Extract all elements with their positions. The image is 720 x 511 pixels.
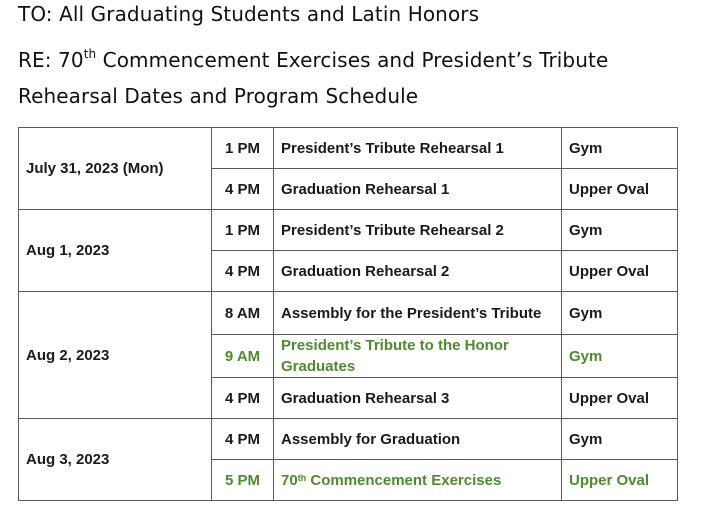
time-cell: 4 PM — [212, 419, 274, 460]
venue-cell: Upper Oval — [562, 251, 678, 292]
event-cell: President’s Tribute Rehearsal 1 — [274, 128, 562, 169]
event-cell: Assembly for the President’s Tribute — [274, 292, 562, 335]
date-cell: July 31, 2023 (Mon) — [19, 128, 212, 210]
memo-subject-line-2: Rehearsal Dates and Program Schedule — [18, 84, 419, 108]
date-cell: Aug 3, 2023 — [19, 419, 212, 501]
memo-subject-rest: Commencement Exercises and President’s Tribute — [96, 48, 609, 72]
venue-cell: Gym — [562, 128, 678, 169]
event-cell: President’s Tribute Rehearsal 2 — [274, 210, 562, 251]
table-row — [19, 128, 678, 169]
venue-cell: Upper Oval — [562, 169, 678, 210]
memo-subject-prefix: RE: 70 — [18, 48, 84, 72]
schedule-table — [18, 127, 678, 501]
event-cell: Graduation Rehearsal 3 — [274, 378, 562, 419]
event-cell: Graduation Rehearsal 1 — [274, 169, 562, 210]
time-cell: 1 PM — [212, 210, 274, 251]
event-name: Commencement Exercises — [306, 471, 502, 489]
event-cell: Assembly for Graduation — [274, 419, 562, 460]
event-cell — [274, 460, 562, 501]
event-ordinal-number: 70 — [281, 471, 298, 489]
time-cell: 8 AM — [212, 292, 274, 335]
time-cell: 9 AM — [212, 335, 274, 378]
date-cell: Aug 2, 2023 — [19, 292, 212, 419]
date-cell: Aug 1, 2023 — [19, 210, 212, 292]
time-cell: 5 PM — [212, 460, 274, 501]
memo-subject-ordinal: th — [83, 47, 97, 61]
venue-cell: Gym — [562, 419, 678, 460]
memo-subject-line — [18, 48, 608, 72]
time-cell: 4 PM — [212, 378, 274, 419]
event-ordinal-suffix: th — [297, 472, 307, 483]
table-row — [19, 419, 678, 460]
memo-to-line: TO: All Graduating Students and Latin Honors — [18, 2, 480, 26]
time-cell: 1 PM — [212, 128, 274, 169]
venue-cell: Gym — [562, 335, 678, 378]
venue-cell: Upper Oval — [562, 378, 678, 419]
table-row — [19, 292, 678, 335]
venue-cell: Upper Oval — [562, 460, 678, 501]
time-cell: 4 PM — [212, 251, 274, 292]
time-cell: 4 PM — [212, 169, 274, 210]
event-cell: President’s Tribute to the Honor Graduates — [274, 335, 562, 378]
venue-cell: Gym — [562, 210, 678, 251]
event-cell: Graduation Rehearsal 2 — [274, 251, 562, 292]
table-row — [19, 210, 678, 251]
venue-cell: Gym — [562, 292, 678, 335]
